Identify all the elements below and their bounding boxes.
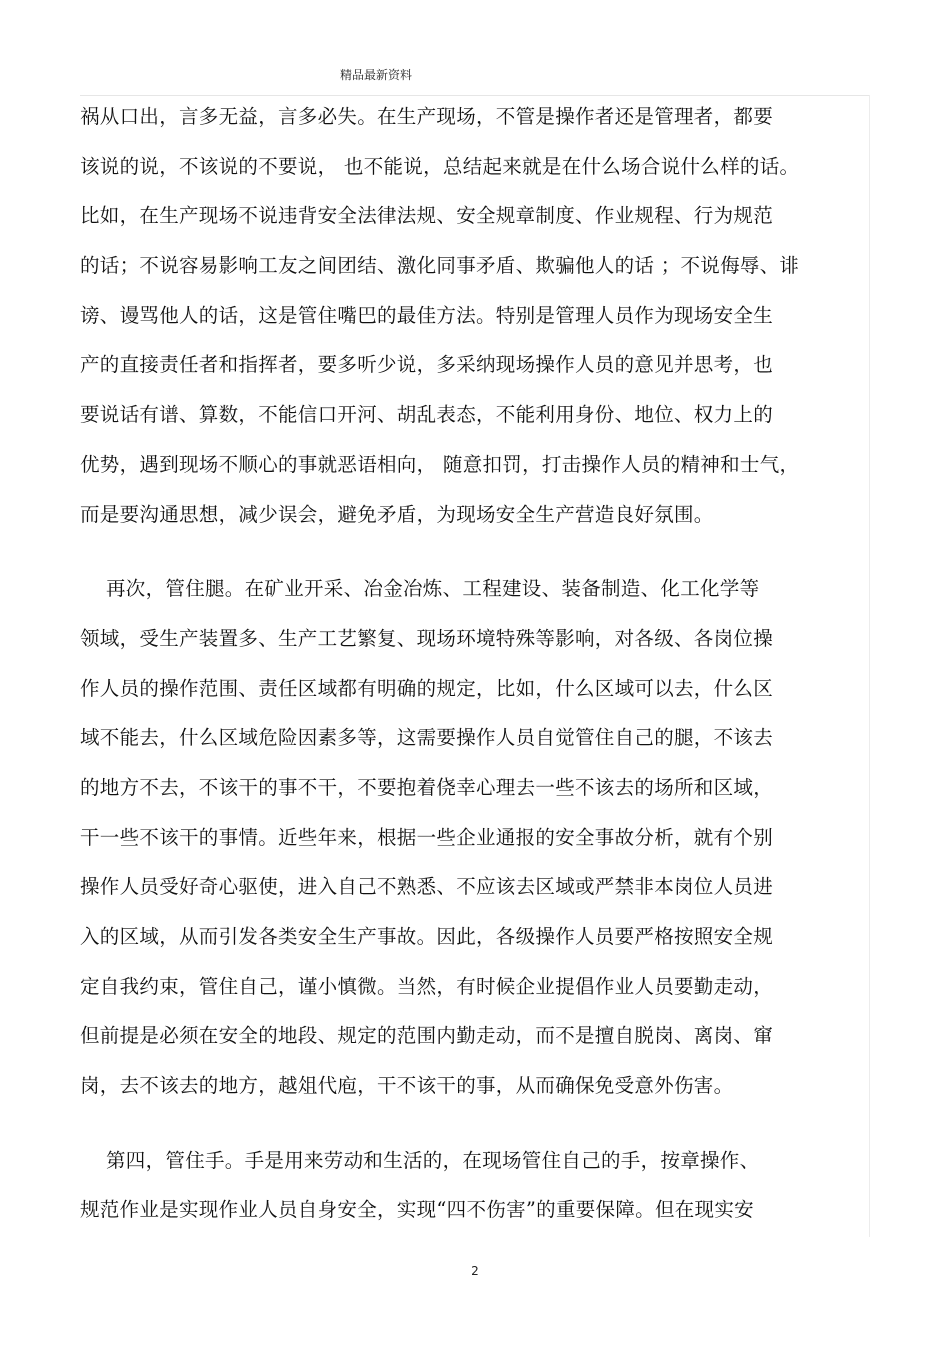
text-line: 的话；不说容易影响工友之间团结、激化同事矛盾、欺骗他人的话 ；不说侮辱、诽 <box>80 254 800 278</box>
text-line: 该说的说，不该说的不要说， 也不能说，总结起来就是在什么场合说什么样的话。 <box>80 154 800 178</box>
text-line: 作人员的操作范围、责任区域都有明确的规定，比如，什么区域可以去，什么区 <box>80 676 774 700</box>
paragraph-spacer <box>80 1116 870 1141</box>
text-line: 而是要沟通思想，减少误会，避免矛盾，为现场安全生产营造良好氛围。 <box>80 502 714 526</box>
text-line: 产的直接责任者和指挥者，要多听少说，多采纳现场操作人员的意见并思考，也 <box>80 353 774 377</box>
text-line: 的地方不去，不该干的事不干，不要抱着侥幸心理去一些不该去的场所和区域， <box>80 775 774 799</box>
document-body <box>80 97 870 1240</box>
text-line: 祸从口出，言多无益，言多必失。在生产现场，不管是操作者还是管理者，都要 <box>80 105 774 128</box>
text-line: 域不能去，什么区域危险因素多等，这需要操作人员自觉管住自己的腿，不该去 <box>80 726 774 750</box>
paragraph-2 <box>80 569 870 1116</box>
text-line: 第四，管住手。手是用来劳动和生活的，在现场管住自己的手，按章操作、 <box>80 1148 760 1172</box>
text-line: 谤、谩骂他人的话，这是管住嘴巴的最佳方法。特别是管理人员作为现场安全生 <box>80 303 774 327</box>
text-line: 干一些不该干的事情。近些年来，根据一些企业通报的安全事故分析，就有个别 <box>80 825 774 849</box>
text-line: 比如，在生产现场不说违背安全法律法规、安全规章制度、作业规程、行为规范 <box>80 204 774 228</box>
paragraph-3 <box>80 1141 870 1240</box>
text-line: 要说话有谱、算数，不能信口开河、胡乱表态，不能利用身份、地位、权力上的 <box>80 403 774 427</box>
page-number: 2 <box>471 1264 479 1278</box>
text-line: 岗，去不该去的地方，越俎代庖，干不该干的事，从而确保免受意外伤害。 <box>80 1074 734 1098</box>
text-line: 再次，管住腿。在矿业开采、冶金冶炼、工程建设、装备制造、化工化学等 <box>80 577 760 601</box>
text-line: 入的区域，从而引发各类安全生产事故。因此，各级操作人员要严格按照安全规 <box>80 925 774 948</box>
paragraph-1 <box>80 97 870 544</box>
page-header: 精品最新资料 <box>340 68 413 82</box>
paragraph-spacer <box>80 544 870 569</box>
text-line: 领域，受生产装置多、生产工艺繁复、现场环境特殊等影响，对各级、各岗位操 <box>80 626 774 650</box>
text-line: 但前提是必须在安全的地段、规定的范围内勤走动，而不是擅自脱岗、离岗、窜 <box>80 1024 774 1048</box>
text-line: 定自我约束，管住自己，谨小慎微。当然，有时候企业提倡作业人员要勤走动， <box>80 974 774 998</box>
text-line: 操作人员受好奇心驱使，进入自己不熟悉、不应该去区域或严禁非本岗位人员进 <box>80 875 774 899</box>
header-divider <box>80 95 870 96</box>
text-line: 优势，遇到现场不顺心的事就恶语相向， 随意扣罚，打击操作人员的精神和士气， <box>80 452 800 476</box>
text-line: 规范作业是实现作业人员自身安全，实现“四不伤害”的重要保障。但在现实安 <box>80 1198 754 1222</box>
